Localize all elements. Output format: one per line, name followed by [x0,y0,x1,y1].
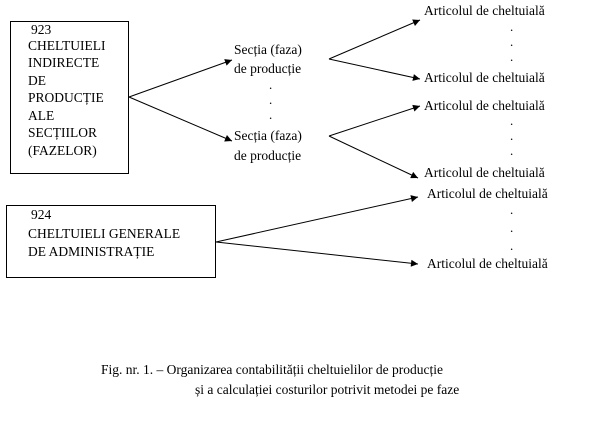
figure-caption-line-2: și a calculației costurilor potrivit metodei pe faze [195,382,460,397]
arrow-section1-to-article1 [329,20,420,59]
box-923-line-2: INDIRECTE [28,55,100,70]
arrow-section2-to-article3 [329,106,420,136]
box-923-line-7: (FAZELOR) [28,143,97,158]
box-924-line-1: CHELTUIELI GENERALE [28,226,181,241]
arrow-box924-to-article5 [216,197,418,242]
expense-article-2: Articolul de cheltuială [424,70,545,85]
expense-article-3: Articolul de cheltuială [424,98,545,113]
expense-dot-1c: . [510,49,514,64]
box-923-line-4: PRODUCȚIE [28,90,104,105]
box-924-code: 924 [31,207,52,222]
section-dot-3: . [269,107,273,122]
expense-dot-2b: . [510,128,514,143]
expense-article-6: Articolul de cheltuială [427,256,548,271]
expense-article-4: Articolul de cheltuială [424,165,545,180]
box-923-line-1: CHELTUIELI [28,38,106,53]
box-923-line-3: DE [28,73,46,88]
arrow-box923-to-section1 [129,60,232,97]
expense-article-5: Articolul de cheltuială [427,186,548,201]
expense-dot-1b: . [510,34,514,49]
section-dot-1: . [269,77,273,92]
arrow-section2-to-article4 [329,136,418,178]
section-2-line-1: Secția (faza) [234,128,302,143]
expense-dot-3a: . [510,202,514,217]
section-1-line-2: de producție [234,61,302,76]
box-924-line-2: DE ADMINISTRAȚIE [28,244,155,259]
arrow-box923-to-section2 [129,97,232,141]
arrow-box924-to-article6 [216,242,418,264]
expense-dot-2a: . [510,113,514,128]
box-923-line-6: SECȚIILOR [28,125,97,140]
arrow-section1-to-article2 [329,59,420,79]
section-2-line-2: de producție [234,148,302,163]
section-dot-2: . [269,92,273,107]
expense-article-1: Articolul de cheltuială [424,3,545,18]
box-923-code: 923 [31,22,52,37]
expense-dot-1a: . [510,19,514,34]
expense-dot-3b: . [510,220,514,235]
figure-caption-line-1: Fig. nr. 1. – Organizarea contabilității cheltuielilor de producție [101,362,444,377]
expense-dot-2c: . [510,143,514,158]
box-923-line-5: ALE [28,108,55,123]
expense-dot-3c: . [510,238,514,253]
section-1-line-1: Secția (faza) [234,42,302,57]
